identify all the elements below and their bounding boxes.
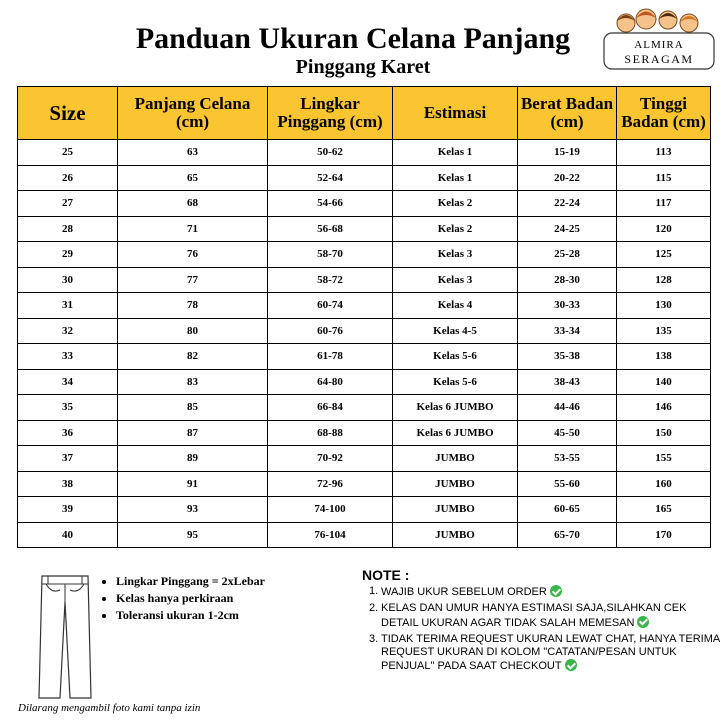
table-cell: 170 bbox=[617, 522, 711, 548]
table-cell: 66-84 bbox=[268, 395, 393, 421]
table-row bbox=[18, 242, 711, 268]
table-cell: 32 bbox=[18, 318, 118, 344]
table-cell: Kelas 1 bbox=[393, 140, 518, 166]
check-icon bbox=[637, 616, 649, 628]
logo-line2: SERAGAM bbox=[624, 52, 694, 66]
table-cell: 53-55 bbox=[518, 446, 617, 472]
table-cell: 34 bbox=[18, 369, 118, 395]
table-cell: 85 bbox=[118, 395, 268, 421]
table-cell: 140 bbox=[617, 369, 711, 395]
col-header-size: Size bbox=[18, 87, 118, 140]
table-cell: JUMBO bbox=[393, 522, 518, 548]
table-cell: 165 bbox=[617, 497, 711, 523]
table-cell: 72-96 bbox=[268, 471, 393, 497]
table-cell: 76-104 bbox=[268, 522, 393, 548]
table-row bbox=[18, 267, 711, 293]
note-title: NOTE : bbox=[362, 567, 410, 583]
table-cell: Kelas 3 bbox=[393, 267, 518, 293]
table-cell: 70-92 bbox=[268, 446, 393, 472]
table-cell: 45-50 bbox=[518, 420, 617, 446]
table-cell: 35-38 bbox=[518, 344, 617, 370]
size-table bbox=[17, 86, 711, 548]
table-cell: 160 bbox=[617, 471, 711, 497]
page-subtitle: Pinggang Karet bbox=[295, 56, 431, 78]
table-cell: Kelas 3 bbox=[393, 242, 518, 268]
table-cell: 33 bbox=[18, 344, 118, 370]
table-cell: Kelas 5-6 bbox=[393, 344, 518, 370]
table-cell: 15-19 bbox=[518, 140, 617, 166]
table-header-row bbox=[18, 87, 711, 140]
table-cell: 25 bbox=[18, 140, 118, 166]
table-cell: 65-70 bbox=[518, 522, 617, 548]
table-cell: 26 bbox=[18, 165, 118, 191]
brand-logo bbox=[596, 6, 722, 76]
table-cell: JUMBO bbox=[393, 446, 518, 472]
table-row bbox=[18, 369, 711, 395]
check-icon bbox=[550, 585, 562, 597]
table-cell: 58-70 bbox=[268, 242, 393, 268]
table-cell: 35 bbox=[18, 395, 118, 421]
logo-line1: ALMIRA bbox=[634, 39, 684, 51]
table-row bbox=[18, 497, 711, 523]
table-row bbox=[18, 471, 711, 497]
bullet-item: • Lingkar Pinggang = 2xLebar bbox=[116, 573, 265, 590]
table-cell: 77 bbox=[118, 267, 268, 293]
table-cell: 25-28 bbox=[518, 242, 617, 268]
table-cell: 38 bbox=[18, 471, 118, 497]
table-cell: 33-34 bbox=[518, 318, 617, 344]
table-cell: 64-80 bbox=[268, 369, 393, 395]
table-cell: 95 bbox=[118, 522, 268, 548]
table-cell: 52-64 bbox=[268, 165, 393, 191]
note-item: TIDAK TERIMA REQUEST UKURAN LEWAT CHAT, HANYA TERIMA REQUEST UKURAN DI KOLOM "CATATAN/PESAN UNTUK PENJUAL" PADA SAAT CHECKOUT bbox=[381, 632, 720, 673]
table-cell: 60-76 bbox=[268, 318, 393, 344]
table-cell: Kelas 2 bbox=[393, 216, 518, 242]
table-row bbox=[18, 165, 711, 191]
table-cell: 113 bbox=[617, 140, 711, 166]
table-row bbox=[18, 522, 711, 548]
note-item: WAJIB UKUR SEBELUM ORDER bbox=[381, 585, 721, 599]
table-row bbox=[18, 293, 711, 319]
table-cell: Kelas 2 bbox=[393, 191, 518, 217]
table-cell: 29 bbox=[18, 242, 118, 268]
col-header-estimasi: Estimasi bbox=[393, 87, 518, 140]
table-cell: 56-68 bbox=[268, 216, 393, 242]
table-cell: 37 bbox=[18, 446, 118, 472]
table-cell: 30-33 bbox=[518, 293, 617, 319]
table-cell: JUMBO bbox=[393, 471, 518, 497]
table-cell: 22-24 bbox=[518, 191, 617, 217]
table-cell: 74-100 bbox=[268, 497, 393, 523]
col-header-lingkar: Lingkar Pinggang (cm) bbox=[268, 87, 393, 140]
table-cell: 65 bbox=[118, 165, 268, 191]
table-cell: 83 bbox=[118, 369, 268, 395]
col-header-tinggi: Tinggi Badan (cm) bbox=[617, 87, 711, 140]
table-cell: 130 bbox=[617, 293, 711, 319]
table-cell: 155 bbox=[617, 446, 711, 472]
table-cell: 76 bbox=[118, 242, 268, 268]
table-cell: 135 bbox=[617, 318, 711, 344]
table-cell: 87 bbox=[118, 420, 268, 446]
table-cell: 60-74 bbox=[268, 293, 393, 319]
table-cell: Kelas 4-5 bbox=[393, 318, 518, 344]
table-cell: 117 bbox=[617, 191, 711, 217]
table-cell: Kelas 6 JUMBO bbox=[393, 395, 518, 421]
table-cell: 39 bbox=[18, 497, 118, 523]
note-item: KELAS DAN UMUR HANYA ESTIMASI SAJA,SILAHKAN CEK DETAIL UKURAN AGAR TIDAK SALAH MEMESAN bbox=[381, 602, 687, 629]
table-cell: 58-72 bbox=[268, 267, 393, 293]
table-cell: 80 bbox=[118, 318, 268, 344]
table-cell: 120 bbox=[617, 216, 711, 242]
table-cell: 82 bbox=[118, 344, 268, 370]
table-cell: 60-65 bbox=[518, 497, 617, 523]
table-cell: 44-46 bbox=[518, 395, 617, 421]
table-cell: 50-62 bbox=[268, 140, 393, 166]
table-cell: 28 bbox=[18, 216, 118, 242]
table-cell: 31 bbox=[18, 293, 118, 319]
table-cell: 20-22 bbox=[518, 165, 617, 191]
footer-disclaimer: Dilarang mengambil foto kami tanpa izin bbox=[18, 702, 201, 714]
table-row bbox=[18, 140, 711, 166]
bullet-item: • Toleransi ukuran 1-2cm bbox=[116, 607, 265, 624]
pants-icon bbox=[36, 572, 94, 704]
page-title: Panduan Ukuran Celana Panjang bbox=[135, 22, 571, 55]
table-cell: 68-88 bbox=[268, 420, 393, 446]
table-cell: 30 bbox=[18, 267, 118, 293]
table-cell: 36 bbox=[18, 420, 118, 446]
table-cell: 125 bbox=[617, 242, 711, 268]
table-cell: 128 bbox=[617, 267, 711, 293]
bullet-item: • Kelas hanya perkiraan bbox=[116, 590, 265, 607]
table-cell: 68 bbox=[118, 191, 268, 217]
children-icon bbox=[617, 9, 698, 32]
table-cell: Kelas 5-6 bbox=[393, 369, 518, 395]
table-cell: 24-25 bbox=[518, 216, 617, 242]
table-cell: 54-66 bbox=[268, 191, 393, 217]
col-header-panjang: Panjang Celana (cm) bbox=[118, 87, 268, 140]
table-row bbox=[18, 344, 711, 370]
table-row bbox=[18, 395, 711, 421]
table-cell: 91 bbox=[118, 471, 268, 497]
table-cell: 146 bbox=[617, 395, 711, 421]
table-cell: 55-60 bbox=[518, 471, 617, 497]
table-row bbox=[18, 446, 711, 472]
table-row bbox=[18, 216, 711, 242]
table-row bbox=[18, 191, 711, 217]
check-icon bbox=[565, 659, 577, 671]
table-cell: 138 bbox=[617, 344, 711, 370]
table-cell: 150 bbox=[617, 420, 711, 446]
table-row bbox=[18, 420, 711, 446]
note-list bbox=[369, 585, 721, 677]
table-cell: 27 bbox=[18, 191, 118, 217]
table-cell: 61-78 bbox=[268, 344, 393, 370]
table-cell: 93 bbox=[118, 497, 268, 523]
table-cell: JUMBO bbox=[393, 497, 518, 523]
table-cell: Kelas 1 bbox=[393, 165, 518, 191]
col-header-berat: Berat Badan (cm) bbox=[518, 87, 617, 140]
table-row bbox=[18, 318, 711, 344]
table-cell: 89 bbox=[118, 446, 268, 472]
table-cell: 78 bbox=[118, 293, 268, 319]
table-cell: 63 bbox=[118, 140, 268, 166]
table-cell: Kelas 6 JUMBO bbox=[393, 420, 518, 446]
table-cell: 28-30 bbox=[518, 267, 617, 293]
info-bullets bbox=[104, 573, 265, 624]
table-cell: Kelas 4 bbox=[393, 293, 518, 319]
table-cell: 115 bbox=[617, 165, 711, 191]
table-cell: 71 bbox=[118, 216, 268, 242]
table-cell: 38-43 bbox=[518, 369, 617, 395]
table-cell: 40 bbox=[18, 522, 118, 548]
